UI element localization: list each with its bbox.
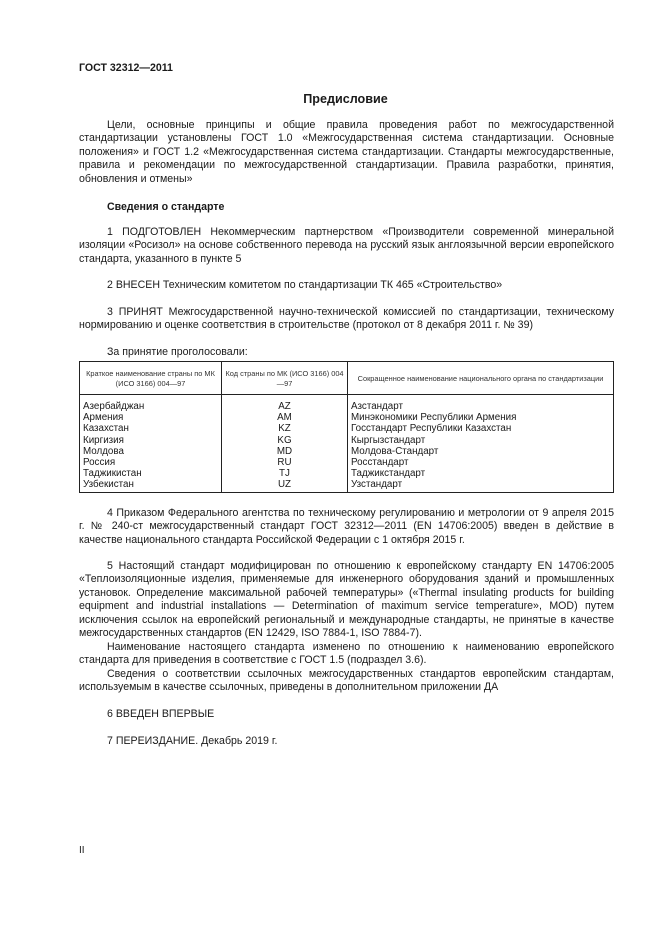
item-6-paragraph: 6 ВВЕДЕН ВПЕРВЫЕ <box>107 708 215 720</box>
country-code-cell: UZ <box>222 479 348 492</box>
country-name-cell: Азербайджан <box>80 395 222 413</box>
country-name-cell: Россия <box>80 457 222 468</box>
standards-body-cell: Росстандарт <box>348 457 614 468</box>
country-name-cell: Молдова <box>80 446 222 457</box>
header-standards-body: Сокращенное наименование национального органа по стандартизации <box>348 362 614 395</box>
table-row <box>80 423 614 434</box>
item-3-paragraph: 3 ПРИНЯТ Межгосударственной научно-технической комиссией по стандартизации, техническому нормированию и оценке соответствия в строительстве (протокол от 8 декабря 2011 г. № 39) <box>79 306 614 332</box>
country-code-cell: KG <box>222 435 348 446</box>
country-name-cell: Армения <box>80 412 222 423</box>
intro-paragraph: Цели, основные принципы и общие правила проведения работ по межгосударственной стандартизации установлены ГОСТ 1.0 «Межгосударственная система стандартизации. Основные положения» и ГОСТ 1.2 «Межгосударственная система стандартизации. Стандарты межгосударственные, правила и рекомендации по межгосударственной стандартизации. Правила разработки, принятия, обновления и отмены» <box>79 119 614 185</box>
item-5-paragraph: 5 Настоящий стандарт модифицирован по отношению к европейскому стандарту EN 14706:2005 «Теплоизоляционные изделия, применяемые для инженерного оборудования зданий и промышленных установок. Определение максимальной рабочей температуры» («Thermal insulating products for building equipment and industrial installations — Determination of maximum service temperature», MOD) путем исключения ссылок на европейский региональный и международные стандарты, не принятые в качестве межгосударственных стандартов (EN 12429, ISO 7884-1, ISO 7884-7). <box>79 560 614 640</box>
country-name-cell: Киргизия <box>80 435 222 446</box>
standards-body-cell: Госстандарт Республики Казахстан <box>348 423 614 434</box>
country-name-cell: Таджикистан <box>80 468 222 479</box>
standards-body-cell: Азстандарт <box>348 395 614 413</box>
table-row <box>80 435 614 446</box>
header-country-code: Код страны по МК (ИСО 3166) 004—97 <box>222 362 348 395</box>
item-2-paragraph: 2 ВНЕСЕН Техническим комитетом по стандартизации ТК 465 «Строительство» <box>107 279 503 291</box>
standards-body-cell: Таджикстандарт <box>348 468 614 479</box>
item-5-refs-paragraph: Сведения о соответствии ссылочных межгосударственных стандартов европейским стандартам, используемым в качестве ссылочных, приведены в дополнительном приложении ДА <box>79 668 614 694</box>
document-id: ГОСТ 32312—2011 <box>79 62 173 74</box>
voted-label: За принятие проголосовали: <box>107 346 248 358</box>
country-code-cell: AZ <box>222 395 348 413</box>
table-row <box>80 446 614 457</box>
standards-body-cell: Минэкономики Республики Армения <box>348 412 614 423</box>
voting-table <box>79 361 614 493</box>
page-title: Предисловие <box>303 92 388 106</box>
item-7-paragraph: 7 ПЕРЕИЗДАНИЕ. Декабрь 2019 г. <box>107 735 278 747</box>
item-1-paragraph: 1 ПОДГОТОВЛЕН Некоммерческим партнерством «Производители современной минеральной изоляции «Росизол» на основе собственного перевода на русский язык англоязычной версии европейского стандарта, указанного в пункте 5 <box>79 226 614 265</box>
country-code-cell: KZ <box>222 423 348 434</box>
country-code-cell: RU <box>222 457 348 468</box>
country-name-cell: Узбекистан <box>80 479 222 492</box>
page-number: II <box>79 845 85 856</box>
country-code-cell: MD <box>222 446 348 457</box>
table-row <box>80 468 614 479</box>
item-4-paragraph: 4 Приказом Федерального агентства по техническому регулированию и метрологии от 9 апреля 2015 г. № 240-ст межгосударственный стандарт ГОСТ 32312—2011 (EN 14706:2005) введен в действие в качестве национального стандарта Российской Федерации с 1 октября 2015 г. <box>79 507 614 546</box>
header-country-name: Краткое наименование страны по МК (ИСО 3166) 004—97 <box>80 362 222 395</box>
section-heading: Сведения о стандарте <box>107 201 225 213</box>
country-code-cell: AM <box>222 412 348 423</box>
standards-body-cell: Молдова-Стандарт <box>348 446 614 457</box>
country-code-cell: TJ <box>222 468 348 479</box>
country-name-cell: Казахстан <box>80 423 222 434</box>
item-5-name-paragraph: Наименование настоящего стандарта изменено по отношению к наименованию европейского стандарта для приведения в соответствие с ГОСТ 1.5 (подраздел 3.6). <box>79 641 614 667</box>
table-header-row <box>80 362 614 395</box>
table-row <box>80 412 614 423</box>
standards-body-cell: Кыргызстандарт <box>348 435 614 446</box>
table-row <box>80 479 614 492</box>
standards-body-cell: Узстандарт <box>348 479 614 492</box>
table-row <box>80 395 614 413</box>
table-row <box>80 457 614 468</box>
